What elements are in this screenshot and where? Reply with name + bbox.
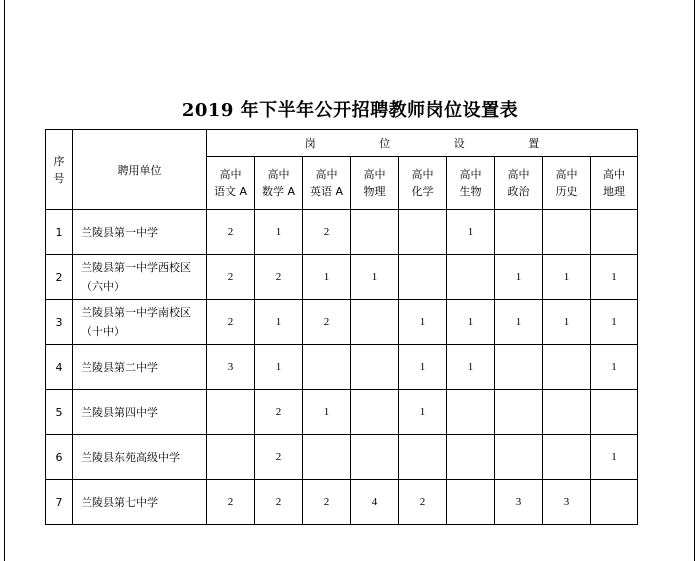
- subject-level: 高中: [507, 168, 530, 181]
- cell-count: [399, 435, 447, 480]
- row-unit: [73, 390, 207, 435]
- cell-count: 2: [255, 390, 303, 435]
- cell-count: 2: [255, 435, 303, 480]
- cell-count: 2: [303, 210, 351, 255]
- cell-count: 1: [591, 345, 638, 390]
- cell-count: 1: [255, 300, 303, 345]
- cell-count: 3: [543, 480, 591, 525]
- subject-header-1: [255, 157, 303, 210]
- table-row: [46, 435, 638, 480]
- subject-level: 高中: [555, 168, 578, 181]
- cell-count: [543, 345, 591, 390]
- subject-level: 高中: [363, 168, 386, 181]
- subject-header-6: [495, 157, 543, 210]
- row-unit: [73, 210, 207, 255]
- cell-count: 1: [303, 255, 351, 300]
- unit-name: 兰陵县第一中学西校区: [81, 261, 191, 274]
- cell-count: [303, 345, 351, 390]
- row-seq: 7: [46, 480, 73, 525]
- subject-name: 政治: [507, 185, 530, 198]
- cell-count: [543, 210, 591, 255]
- table-row: [46, 480, 638, 525]
- subject-level: 高中: [315, 168, 338, 181]
- cell-count: 2: [207, 480, 255, 525]
- subject-header-8: [591, 157, 638, 210]
- row-seq: 5: [46, 390, 73, 435]
- cell-count: 1: [351, 255, 399, 300]
- cell-count: 1: [495, 255, 543, 300]
- cell-count: [351, 345, 399, 390]
- cell-count: [495, 435, 543, 480]
- unit-name: 兰陵县第二中学: [81, 360, 158, 374]
- row-unit: [73, 300, 207, 345]
- cell-count: [543, 390, 591, 435]
- cell-count: 1: [591, 435, 638, 480]
- cell-count: 1: [255, 210, 303, 255]
- cell-count: 2: [303, 480, 351, 525]
- cell-count: [207, 435, 255, 480]
- cell-count: [591, 210, 638, 255]
- header-positions: 岗 位 设 置: [207, 130, 638, 157]
- unit-name: 兰陵县第四中学: [81, 405, 158, 419]
- cell-count: [495, 390, 543, 435]
- header-seq: [46, 130, 73, 210]
- page-border-left: [4, 0, 5, 561]
- unit-name-sub: （十中）: [81, 325, 125, 338]
- subject-level: 高中: [603, 168, 626, 181]
- cell-count: [447, 390, 495, 435]
- cell-count: 1: [399, 345, 447, 390]
- row-seq: 2: [46, 255, 73, 300]
- cell-count: 1: [303, 390, 351, 435]
- subject-header-3: [351, 157, 399, 210]
- subject-level: 高中: [459, 168, 482, 181]
- cell-count: 1: [447, 300, 495, 345]
- cell-count: 1: [447, 345, 495, 390]
- header-seq-text: 序 号: [53, 154, 65, 185]
- unit-name-sub: （六中）: [81, 280, 125, 293]
- cell-count: 2: [255, 255, 303, 300]
- cell-count: 2: [399, 480, 447, 525]
- row-seq: 6: [46, 435, 73, 480]
- cell-count: 1: [399, 300, 447, 345]
- row-unit: [73, 255, 207, 300]
- cell-count: 1: [399, 390, 447, 435]
- page-title: 2019 年下半年公开招聘教师岗位设置表: [181, 100, 519, 121]
- subject-header-4: [399, 157, 447, 210]
- row-seq: 4: [46, 345, 73, 390]
- subject-level: 高中: [219, 168, 242, 181]
- cell-count: [495, 210, 543, 255]
- unit-name: 兰陵县第七中学: [81, 495, 158, 509]
- table-row: [46, 210, 638, 255]
- row-unit: [73, 435, 207, 480]
- cell-count: 2: [207, 300, 255, 345]
- subject-name: 地理: [603, 185, 626, 198]
- unit-name: 兰陵县第一中学南校区: [81, 306, 191, 319]
- cell-count: [447, 255, 495, 300]
- subject-header-5: [447, 157, 495, 210]
- subject-header-2: [303, 157, 351, 210]
- cell-count: 1: [543, 255, 591, 300]
- row-seq: 1: [46, 210, 73, 255]
- cell-count: [495, 345, 543, 390]
- subject-level: 高中: [267, 168, 290, 181]
- cell-count: [303, 435, 351, 480]
- unit-name: 兰陵县东苑高级中学: [81, 450, 180, 464]
- subject-level: 高中: [411, 168, 434, 181]
- cell-count: 3: [495, 480, 543, 525]
- row-unit: [73, 345, 207, 390]
- cell-count: [447, 435, 495, 480]
- subject-header-0: [207, 157, 255, 210]
- table-row: [46, 345, 638, 390]
- row-unit: [73, 480, 207, 525]
- cell-count: [591, 480, 638, 525]
- cell-count: [351, 210, 399, 255]
- table-row: [46, 255, 638, 300]
- cell-count: 1: [255, 345, 303, 390]
- cell-count: [351, 435, 399, 480]
- table-row: [46, 390, 638, 435]
- cell-count: [591, 390, 638, 435]
- row-seq: 3: [46, 300, 73, 345]
- subject-name: 语文 A: [213, 185, 248, 198]
- subject-name: 历史: [555, 185, 578, 198]
- cell-count: 1: [495, 300, 543, 345]
- subject-name: 生物: [459, 185, 482, 198]
- cell-count: 2: [207, 210, 255, 255]
- subject-name: 英语 A: [309, 185, 344, 198]
- subject-header-7: [543, 157, 591, 210]
- cell-count: [399, 210, 447, 255]
- cell-count: [207, 390, 255, 435]
- cell-count: 2: [303, 300, 351, 345]
- cell-count: 1: [543, 300, 591, 345]
- cell-count: 2: [207, 255, 255, 300]
- positions-table: [45, 129, 638, 525]
- cell-count: 3: [207, 345, 255, 390]
- subject-name: 数学 A: [261, 185, 296, 198]
- page-border-right: [694, 0, 695, 561]
- cell-count: 2: [255, 480, 303, 525]
- cell-count: [351, 390, 399, 435]
- table-row: [46, 300, 638, 345]
- cell-count: [543, 435, 591, 480]
- cell-count: 1: [591, 255, 638, 300]
- cell-count: [447, 480, 495, 525]
- cell-count: [399, 255, 447, 300]
- cell-count: 1: [447, 210, 495, 255]
- cell-count: [351, 300, 399, 345]
- cell-count: 4: [351, 480, 399, 525]
- subject-name: 物理: [363, 185, 386, 198]
- unit-name: 兰陵县第一中学: [81, 225, 158, 239]
- subject-name: 化学: [411, 185, 434, 198]
- table-body: [46, 210, 638, 525]
- cell-count: 1: [591, 300, 638, 345]
- header-unit: 聘用单位: [73, 130, 207, 210]
